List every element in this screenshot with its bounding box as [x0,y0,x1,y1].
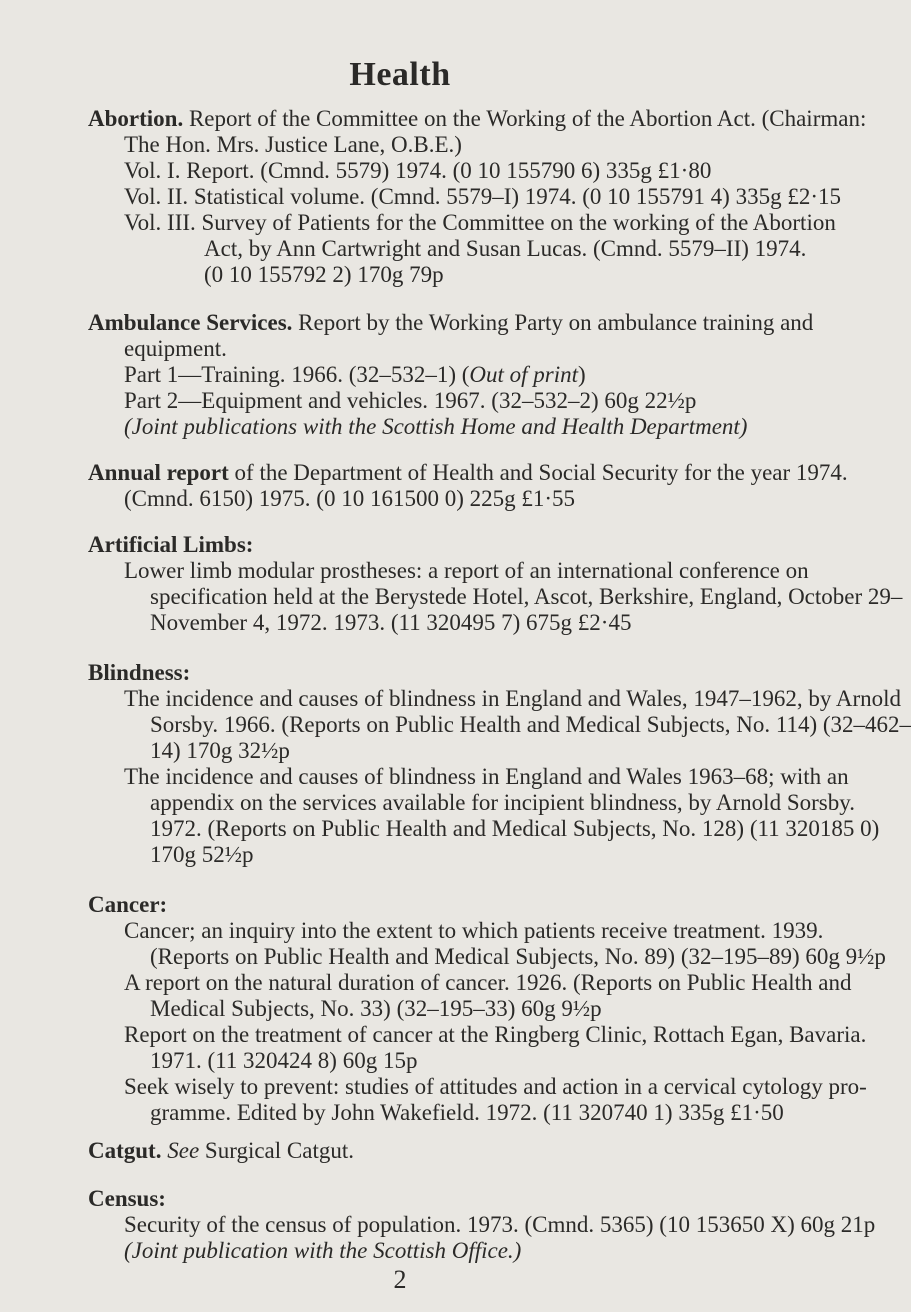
blindness-a-line-1: The incidence and causes of blindness in England and Wales, 1947–1962, by Arnold [124,686,902,711]
cancer-c-line-2: 1971. (11 320424 8) 60g 15p [150,1048,418,1073]
page-title: Health [349,56,451,93]
census-heading: Census: [88,1186,166,1211]
blindness-b-line-1: The incidence and causes of blindness in England and Wales 1963–68; with an [124,764,849,789]
annual-line-2: (Cmnd. 6150) 1975. (0 10 161500 0) 225g £1·55 [124,486,576,511]
annual-line-1 [88,460,848,486]
cancer-d-line-1: Seek wisely to prevent: studies of attitudes and action in a cervical cytology pro- [124,1074,867,1099]
cancer-d-line-2: gramme. Edited by John Wakefield. 1972. (11 320740 1) 335g £1·50 [150,1100,784,1125]
limbs-line-3: November 4, 1972. 1973. (11 320495 7) 675g £2·45 [150,610,632,635]
cancer-b-line-2: Medical Subjects, No. 33) (32–195–33) 60g 9½p [150,996,602,1021]
ambulance-part-2: Part 2—Equipment and vehicles. 1967. (32–532–2) 60g 22½p [124,388,697,413]
catgut-see: See [167,1138,200,1163]
cancer-c-line-1: Report on the treatment of cancer at the Ringberg Clinic, Rottach Egan, Bavaria. [124,1022,867,1047]
abortion-line-1 [88,106,867,132]
blindness-a-line-2: Sorsby. 1966. (Reports on Public Health and Medical Subjects, No. 114) (32–462– [150,712,911,737]
page-number-visible: 2 [393,1265,407,1294]
catgut-heading: Catgut. [88,1138,162,1163]
cancer-a-line-1: Cancer; an inquiry into the extent to which patients receive treatment. 1939. [124,918,824,943]
ambulance-line-2: equipment. [124,336,227,361]
cancer-heading: Cancer: [88,892,168,917]
ambulance-part-1 [124,362,586,388]
abortion-vol-1: Vol. I. Report. (Cmnd. 5579) 1974. (0 10 155790 6) 335g £1·80 [124,158,712,183]
abortion-vol-3-line-1: Vol. III. Survey of Patients for the Committee on the working of the Abortion [124,210,836,235]
blindness-b-line-4: 170g 52½p [150,842,254,867]
annual-heading: Annual report [88,460,229,485]
ambulance-part-1-close: ) [578,362,586,387]
blindness-heading: Blindness: [88,660,191,685]
ambulance-line-1 [88,310,814,336]
census-line-1: Security of the census of population. 1973. (Cmnd. 5365) (10 153650 X) 60g 21p [124,1212,876,1237]
abortion-vol-2: Vol. II. Statistical volume. (Cmnd. 5579–I) 1974. (0 10 155791 4) 335g £2·15 [124,184,841,209]
abortion-vol-3-line-2: Act, by Ann Cartwright and Susan Lucas. (Cmnd. 5579–II) 1974. [204,236,807,261]
limbs-heading: Artificial Limbs: [88,532,254,557]
blindness-b-line-3: 1972. (Reports on Public Health and Medical Subjects, No. 128) (11 320185 0) [150,816,880,841]
blindness-a-line-3: 14) 170g 32½p [150,738,290,763]
cancer-b-line-1: A report on the natural duration of cancer. 1926. (Reports on Public Health and [124,970,852,995]
ambulance-heading: Ambulance Services. [88,310,293,335]
ambulance-line-1-text: Report by the Working Party on ambulance training and [298,310,814,335]
catgut-target: Surgical Catgut. [204,1138,354,1163]
ambulance-joint-note: (Joint publications with the Scottish Home and Health Department) [124,414,748,439]
abortion-line-1-text: Report of the Committee on the Working of the Abortion Act. (Chairman: [188,106,867,131]
limbs-line-2: specification held at the Berystede Hotel, Ascot, Berkshire, England, October 29– [150,584,903,609]
abortion-vol-3-line-3: (0 10 155792 2) 170g 79p [204,262,444,287]
blindness-b-line-2: appendix on the services available for incipient blindness, by Arnold Sorsby. [150,790,855,815]
abortion-line-2: The Hon. Mrs. Justice Lane, O.B.E.) [124,132,462,157]
annual-line-1-text: of the Department of Health and Social Security for the year 1974. [234,460,848,485]
cancer-a-line-2: (Reports on Public Health and Medical Subjects, No. 89) (32–195–89) 60g 9½p [150,944,886,969]
limbs-line-1: Lower limb modular prostheses: a report of an international conference on [124,558,809,583]
ambulance-part-1-status: Out of print [469,362,579,387]
abortion-heading: Abortion. [88,106,184,131]
census-line-2: (Joint publication with the Scottish Office.) [124,1238,522,1263]
ambulance-part-1-text: Part 1—Training. 1966. (32–532–1) ( [124,362,470,387]
